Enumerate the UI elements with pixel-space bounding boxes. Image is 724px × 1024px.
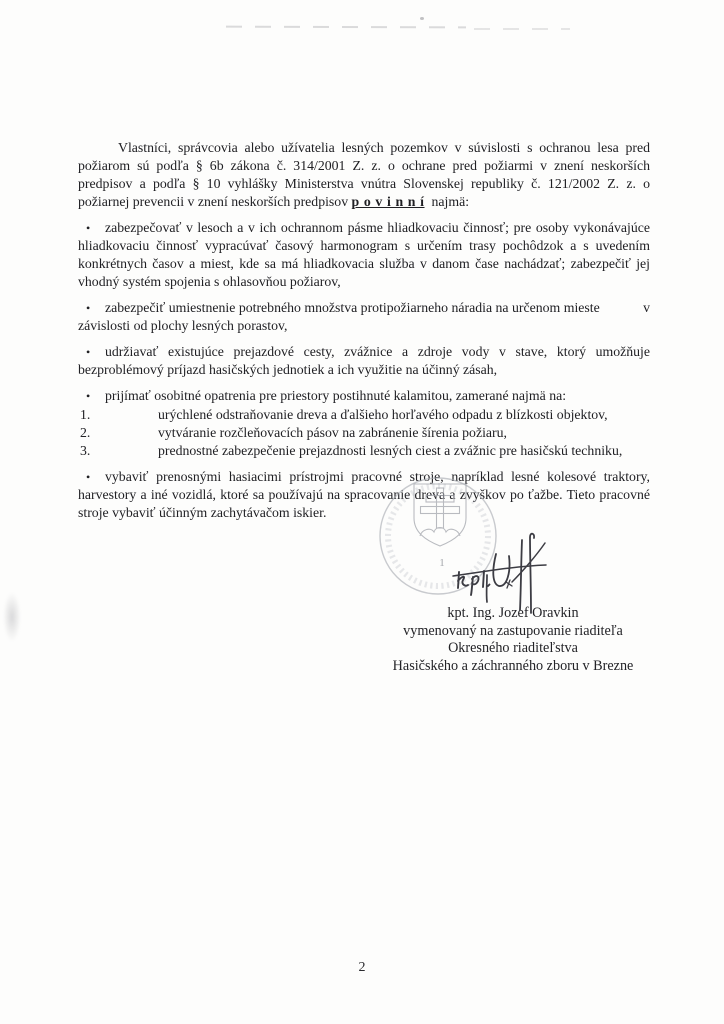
bullet-icon: • xyxy=(86,470,91,484)
bullet-item-machines-extinguishers xyxy=(78,468,650,522)
emblem-cross-vertical xyxy=(437,488,444,528)
page-number: 2 xyxy=(358,960,366,975)
bullet-line-left xyxy=(78,299,600,317)
signatory-name: kpt. Ing. Jozef Oravkin xyxy=(447,605,579,621)
intro-text-after: najmä: xyxy=(431,194,470,209)
emblem-cross-upper-bar xyxy=(426,496,454,503)
bullet-icon: • xyxy=(86,345,91,359)
bullet-item-firefighting-tools xyxy=(78,299,650,335)
bullet-text: prijímať osobitné opatrenia pre priestory postihnuté kalamitou, zamerané najmä na: xyxy=(105,388,567,403)
stamp-center-numeral: 1 xyxy=(439,557,445,569)
bullet-icon: • xyxy=(86,221,91,235)
bullet-text: zabezpečiť umiestnenie potrebného množstva protipožiarneho náradia na určenom mieste xyxy=(105,300,600,315)
bullet-item-calamity-measures xyxy=(78,387,650,405)
scan-artifact-line xyxy=(226,26,466,29)
bullet-text-tail: v xyxy=(643,300,650,315)
bullet-icon: • xyxy=(86,301,91,315)
scan-artifact-line xyxy=(474,28,570,30)
item-number: 3. xyxy=(80,443,91,458)
scan-artifact-dot xyxy=(420,17,424,20)
numbered-item-2 xyxy=(78,424,650,442)
intro-text: Vlastníci, správcovia alebo užívatelia lesných pozemkov v súvislosti s ochranou lesa pred požiarom sú podľa § 6b zákona č. 314/2001 Z. z. o ochrane pred požiarmi v znení neskorších predpisov a podľa § 10 vyhlášky Ministerstva vnútra Slovenskej republiky č. 121/2002 Z. z. o požiarnej prevencii v znení neskorších predpisov xyxy=(78,140,650,209)
document-body xyxy=(78,139,650,530)
signatory-role: vymenovaný na zastupovanie riaditeľa xyxy=(403,622,623,639)
signatory-org-line1: Okresného riaditeľstva xyxy=(448,640,578,657)
signatory-org-line2: Hasičského a záchranného zboru v Brezne xyxy=(392,657,634,674)
emblem-cross-lower-bar xyxy=(421,507,460,514)
numbered-list xyxy=(78,406,650,460)
handwritten-signature xyxy=(446,530,570,626)
bullet-text: udržiavať existujúce prejazdové cesty, zvážnice a zdroje vody v stave, ktorý umožňuje bezproblémový príjazd hasičských jednotiek a ich využitie na účinný zásah, xyxy=(78,344,650,377)
povinni-emphasis: p o v i n n í xyxy=(351,194,425,209)
bullet-icon: • xyxy=(86,389,91,403)
item-text: vytváranie rozčleňovacích pásov na zabránenie šírenia požiaru, xyxy=(158,425,507,440)
item-text: prednostné zabezpečenie prejazdnosti lesných ciest a zvážnic pre hasičskú techniku, xyxy=(158,443,623,458)
signature-strokes xyxy=(446,530,570,626)
intro-paragraph xyxy=(78,139,650,211)
bullet-text: vybaviť prenosnými hasiacimi prístrojmi pracovné stroje, napríklad lesné kolesové traktory, harvestory a iné vozidlá, ktoré sa používajú na spracovanie dreva a zvyškov po ťažbe. Tieto pracovné stroje vybaviť účinným zachytávačom iskier. xyxy=(78,469,650,520)
item-text: urýchlené odstraňovanie dreva a ďalšieho horľavého odpadu z blízkosti objektov, xyxy=(158,407,608,422)
bullet-item-patrol-duty xyxy=(78,219,650,291)
bullet-text: zabezpečovať v lesoch a v ich ochrannom pásme hliadkovaciu činnosť; pre osoby vykonávajúce hliadkovaciu činnosť vypracúvať časový harmonogram s určením trasy pochôdzok a s uvedením konkrétnych časov a miest, kde sa má hliadkovacia služba v danom čase nachádzať; zabezpečiť jej vhodný systém spojenia s ohlasovňou požiarov, xyxy=(78,220,650,289)
numbered-item-1 xyxy=(78,406,650,424)
item-number: 1. xyxy=(80,407,91,422)
item-number: 2. xyxy=(80,425,91,440)
bullet-item-roads-water xyxy=(78,343,650,379)
bullet-line: závislosti od plochy lesných porastov, xyxy=(78,318,288,333)
scan-artifact-smudge xyxy=(3,592,21,642)
bullet-line-justified xyxy=(78,299,650,317)
numbered-item-3 xyxy=(78,442,650,460)
